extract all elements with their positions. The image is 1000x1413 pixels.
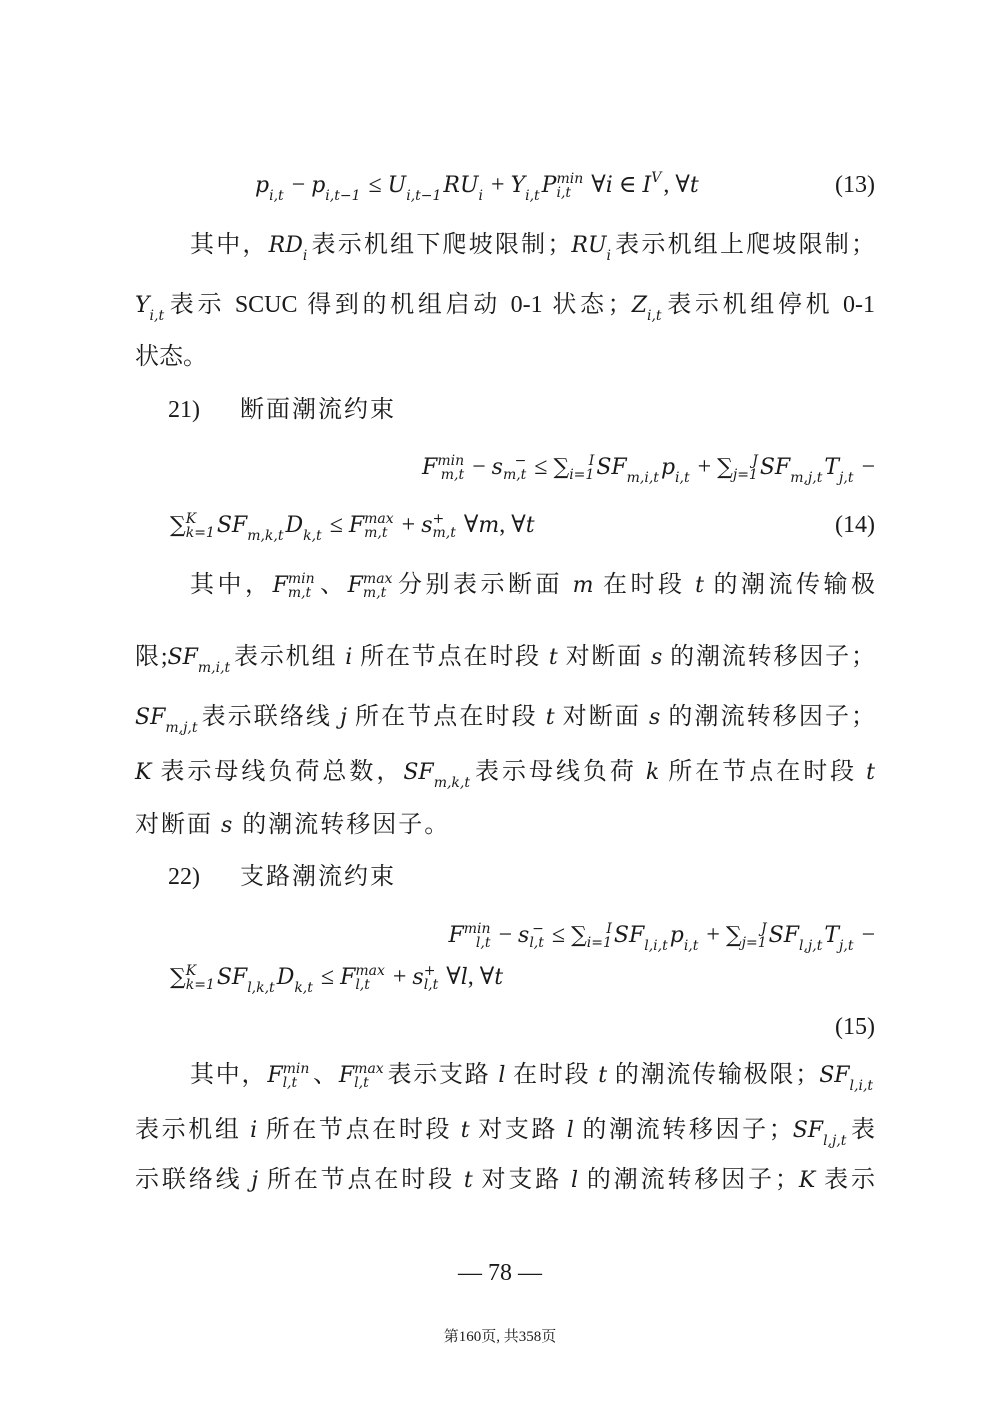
subscript: m,j,t [165,720,198,736]
math-symbol: k [645,760,660,785]
math-scripts [198,661,230,675]
math-symbol: SF [759,455,791,480]
subscript: l,t [423,977,439,994]
math-scripts [850,1079,873,1093]
math-scripts [363,572,393,600]
text-run: 表示机组 [232,644,346,670]
math-scripts [839,939,853,953]
math-symbol: p [669,923,684,948]
subscript: i,t [556,185,572,202]
math-symbol: j [251,1168,259,1193]
math-scripts [733,454,758,482]
subscript: i,t−1 [406,188,442,204]
subscript: l,t [354,1075,369,1092]
math-symbol: l [566,1118,574,1143]
math-symbol: I [642,173,652,198]
subscript: m,t [432,525,456,542]
math-symbol: s [650,645,663,670]
subscript: i [302,248,308,264]
math-scripts [303,249,307,263]
paragraph-line [135,290,875,323]
superscript: K [185,963,197,980]
section-heading-21 [240,395,396,425]
text-run: − [466,454,492,480]
text-run: 的潮流转移因子； [660,704,876,730]
equation-15-part2 [170,962,503,995]
math-symbol: s [518,923,530,948]
text-run: + [691,454,718,480]
math-symbol: m [478,513,500,538]
text-run: , ∀ [499,512,526,538]
text-run: ≤ [323,512,349,538]
math-scripts [525,189,540,203]
subscript: k=1 [185,525,215,542]
math-scripts [325,189,360,203]
math-symbol: s [649,705,661,730]
section-number-21 [168,395,200,425]
math-symbol: ∑ [553,455,570,480]
subscript: l,t [529,935,544,952]
math-scripts [556,172,583,200]
equation-15-part1 [448,920,875,953]
math-scripts [479,189,483,203]
subscript: l,t [355,977,370,994]
subscript: i=1 [569,467,595,484]
subscript: k,t [294,980,313,996]
math-symbol: K [135,760,152,785]
text-run: 分别表示断面 [394,572,573,598]
subscript: m,t [364,525,388,542]
math-symbol: F [272,573,288,598]
subscript: i,t [675,470,690,486]
equation-number-15: (15) [835,1014,875,1040]
math-scripts [587,922,612,950]
math-symbol: SF [167,645,198,670]
subscript: k=1 [185,977,215,994]
superscript: − [532,921,544,938]
paragraph-line [135,342,207,372]
math-scripts [150,309,165,323]
subscript: l,t [282,1075,298,1092]
subscript: m,i,t [197,660,231,676]
math-symbol: s [412,965,424,990]
math-symbol: p [255,173,270,198]
math-symbol: RU [571,233,607,258]
subscript: i [478,188,484,204]
subscript: m,k,t [247,528,284,544]
superscript: + [432,511,445,528]
text-run: 的潮流转移因子； [573,1117,793,1143]
math-scripts [433,512,456,540]
math-symbol: ∑ [571,923,587,948]
paragraph-line [135,702,875,735]
math-scripts [644,939,667,953]
text-run: 示联络线 [135,1167,252,1193]
math-symbol: Y [510,173,526,198]
subscript: m,t [502,467,527,484]
math-symbol: ∑ [170,513,186,538]
math-scripts [684,939,699,953]
subscript: m,i,t [626,470,659,486]
math-symbol: T [824,923,840,948]
text-run: , ∀ [663,172,690,198]
text-run: 在时段 [593,572,696,598]
paragraph-line [135,757,875,790]
text-run: 其中， [190,232,269,258]
math-symbol: SF [792,1118,824,1143]
math-symbol: t [545,705,555,730]
math-symbol: SF [768,923,799,948]
text-run: 限; [135,644,168,670]
superscript: min [437,453,465,470]
math-scripts [247,981,275,995]
text-run: 对支路 [469,1117,567,1143]
math-scripts [434,776,470,790]
subscript: m,j,t [790,470,823,486]
math-scripts [839,471,853,485]
math-symbol: p [660,455,676,480]
equation-number-13: (13) [835,172,875,198]
subscript: i,t [646,308,662,324]
math-symbol: U [387,173,407,198]
math-symbol: K [798,1168,816,1193]
text-run: ∀ [440,964,461,990]
text-run: + [386,964,413,990]
text-run: 对断面 [554,704,650,730]
math-symbol: D [276,965,295,990]
superscript: min [287,571,315,588]
text-run: 、 [311,1062,339,1088]
text-run: 所在节点在时段 [257,1117,461,1143]
subscript: j,t [839,470,854,486]
math-scripts [186,964,215,992]
page-counter-footer: 第160页, 共358页 [443,1329,557,1345]
text-run: 状态。 [135,344,207,370]
section-heading-22 [240,862,396,892]
math-symbol: D [285,513,304,538]
math-scripts [406,189,441,203]
text-run: 表示支路 [385,1062,499,1088]
math-scripts [288,572,315,600]
paragraph-line [135,642,875,675]
subscript: i,t [149,308,165,324]
math-scripts [165,721,197,735]
math-scripts [647,309,662,323]
subscript: m,k,t [433,775,470,791]
math-symbol: t [695,573,704,598]
subscript: i,t−1 [325,188,361,204]
math-scripts [247,529,283,543]
text-run: 的潮流转移因子； [662,644,876,670]
text-run: − [285,172,312,198]
subscript: m,t [287,585,312,602]
text-run: ≤ [545,922,572,948]
text-run: 对支路 [472,1167,571,1193]
text-run: 、 [316,572,348,598]
math-symbol: SF [613,923,645,948]
text-run: + [395,512,422,538]
text-run: 其中， [190,572,273,598]
subscript: i [606,248,611,264]
text-run: ∀ [585,172,606,198]
math-scripts [294,981,313,995]
math-symbol: F [448,923,464,948]
superscript: max [362,571,393,588]
math-scripts [529,922,544,950]
math-symbol: t [689,173,699,198]
text-run: 表示母线负荷总数， [151,759,404,785]
text-run: 表示 [815,1167,876,1193]
text-run: 断面潮流约束 [240,397,396,423]
paragraph-line [190,230,875,263]
math-symbol: l [460,965,468,990]
text-run: 所在节点在时段 [346,704,546,730]
math-symbol: Z [631,293,647,318]
text-run: − [492,922,519,948]
superscript: K [185,511,197,528]
text-run: 表示机组下爬坡限制； [309,232,572,258]
subscript: i=1 [586,935,612,952]
text-run: 其中， [190,1062,268,1088]
math-symbol: j [340,705,347,730]
subscript: m,t [440,467,465,484]
math-scripts [569,454,594,482]
paragraph-line [190,570,875,601]
math-symbol: i [345,645,353,670]
superscript: V [651,170,662,186]
math-scripts [424,964,439,992]
math-scripts [799,939,822,953]
text-run: 21) [168,397,200,423]
math-symbol: l [498,1063,506,1088]
math-scripts [606,249,610,263]
text-run: 所在节点在时段 [352,644,549,670]
math-symbol: F [340,965,356,990]
superscript: min [463,921,491,938]
text-run: 的潮流转移因子； [578,1167,799,1193]
math-scripts [627,471,659,485]
math-symbol: SF [216,513,248,538]
subscript: i,t [525,188,540,204]
math-symbol: SF [403,760,434,785]
math-symbol: t [460,1118,470,1143]
superscript: − [514,453,527,470]
math-symbol: s [421,513,433,538]
superscript: I [588,453,595,470]
text-run: 表示机组停机 0-1 [663,292,875,318]
text-run: 对断面 [557,644,651,670]
math-symbol: i [605,173,613,198]
math-symbol: ∑ [170,965,186,990]
math-scripts [823,1134,846,1148]
math-scripts [283,1062,310,1090]
text-run: 的潮流转移因子。 [234,812,451,838]
subscript: m,t [362,585,387,602]
text-run: 表示母线负荷 [471,759,646,785]
math-symbol: m [572,573,594,598]
subscript: i,t [683,938,699,954]
equation-13 [255,170,699,203]
math-symbol: i [250,1118,258,1143]
superscript: max [364,511,394,528]
math-symbol: SF [135,705,166,730]
text-run: 表 [848,1117,876,1143]
text-run: 22) [168,864,200,890]
math-symbol: P [541,173,557,198]
paragraph-line [135,810,450,841]
text-run: ≤ [528,454,554,480]
text-run: 表示机组上爬坡限制； [612,232,876,258]
math-symbol: s [491,455,503,480]
superscript: max [354,1061,384,1078]
text-run: − [855,922,875,948]
subscript: i,t [269,188,284,204]
math-symbol: T [824,455,840,480]
math-symbol: ∑ [717,455,733,480]
math-scripts [269,189,284,203]
superscript: J [761,921,767,938]
text-run: − [855,454,875,480]
math-symbol: t [866,760,876,785]
superscript: J [752,453,758,470]
math-symbol: s [221,813,235,838]
text-run: + [485,172,511,198]
math-scripts [742,922,767,950]
math-scripts [354,1062,384,1090]
text-run: 表示 SCUC 得到的机组启动 0-1 状态； [166,292,632,318]
text-run: 在时段 [505,1062,599,1088]
text-run: 对断面 [135,812,221,838]
math-symbol: F [267,1063,283,1088]
text-run: ≤ [362,172,388,198]
subscript: j=1 [732,467,758,484]
math-symbol: t [494,965,504,990]
equation-14-part2 [170,510,535,543]
text-run: 所在节点在时段 [659,759,867,785]
math-symbol: t [463,1168,473,1193]
subscript: k,t [303,528,322,544]
math-scripts [651,171,661,185]
math-symbol: F [422,455,438,480]
math-symbol: SF [596,455,627,480]
math-symbol: F [347,573,363,598]
superscript: min [282,1061,310,1078]
math-symbol: t [525,513,535,538]
text-run: 表示机组 [135,1117,251,1143]
superscript: max [355,963,385,980]
math-symbol: t [598,1063,608,1088]
subscript: l,i,t [644,938,668,954]
paragraph-line [135,1115,875,1148]
math-scripts [364,512,394,540]
math-scripts [503,454,526,482]
math-symbol: F [348,513,365,538]
subscript: l,j,t [798,938,823,954]
math-symbol: ∑ [725,923,742,948]
subscript: l,i,t [849,1078,874,1094]
text-run: + [700,922,726,948]
subscript: l,k,t [247,980,275,996]
math-scripts [464,922,491,950]
math-scripts [186,512,215,540]
text-run: , ∀ [467,964,495,990]
subscript: j=1 [741,935,767,952]
section-number-22 [168,862,200,892]
subscript: j,t [839,938,854,954]
math-symbol: RU [443,173,479,198]
math-scripts [355,964,385,992]
text-run: ∈ [612,172,643,198]
math-scripts [303,529,322,543]
superscript: I [606,921,612,938]
math-symbol: t [548,645,558,670]
superscript: + [423,963,436,980]
paragraph-line [190,1060,875,1093]
equation-number-14: (14) [835,512,875,538]
page-number: — 78 — [458,1260,542,1286]
math-scripts [790,471,822,485]
math-symbol: SF [819,1063,850,1088]
math-scripts [675,471,690,485]
subscript: l,j,t [823,1133,847,1149]
math-symbol: p [311,173,326,198]
math-symbol: SF [216,965,248,990]
paragraph-line [135,1165,875,1196]
subscript: l,t [475,935,491,952]
text-run: 表示联络线 [199,704,341,730]
math-symbol: F [338,1063,355,1088]
math-symbol: RD [268,233,303,258]
text-run: 的潮流传输极 [703,572,876,598]
text-run: 所在节点在时段 [258,1167,464,1193]
text-run: ≤ [314,964,341,990]
math-scripts [437,454,464,482]
text-run: 支路潮流约束 [240,864,396,890]
text-run: 的潮流传输极限； [607,1062,820,1088]
math-symbol: Y [135,293,150,318]
equation-14-part1 [422,452,875,485]
superscript: min [556,171,584,188]
text-run: ∀ [457,512,479,538]
math-symbol: l [570,1168,579,1193]
